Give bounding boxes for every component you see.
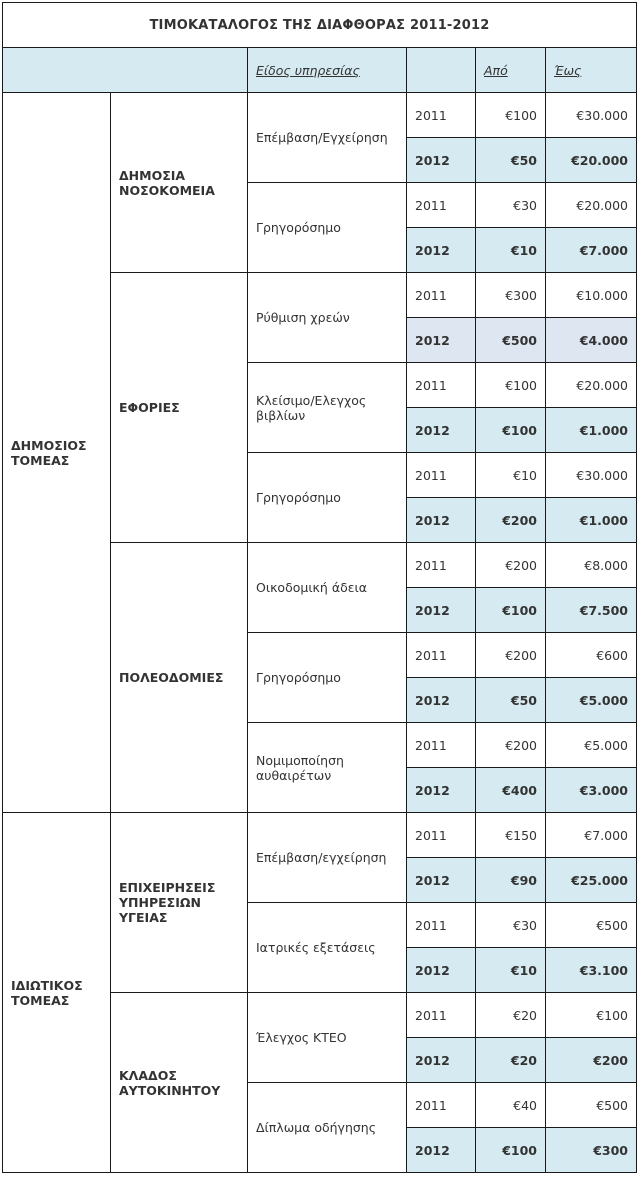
group-label: ΔΗΜΟΣΙΑ ΝΟΣΟΚΟΜΕΙΑ — [111, 93, 248, 273]
from-amount-cell: €10 — [476, 948, 546, 993]
service-label: Κλείσιμο/Ελεγχος βιβλίων — [248, 363, 407, 453]
service-label: Δίπλωμα οδήγησης — [248, 1083, 407, 1173]
from-amount-cell: €200 — [476, 723, 546, 768]
header-year-blank-cell — [407, 48, 476, 93]
year-cell: 2011 — [407, 633, 476, 678]
from-amount-cell: €20 — [476, 1038, 546, 1083]
to-amount-cell: €7.000 — [546, 813, 637, 858]
to-amount-cell: €8.000 — [546, 543, 637, 588]
service-label: Νομιμοποίηση αυθαιρέτων — [248, 723, 407, 813]
group-label: ΚΛΑΔΟΣ ΑΥΤΟΚΙΝΗΤΟΥ — [111, 993, 248, 1173]
to-amount-cell: €5.000 — [546, 678, 637, 723]
service-label: Γρηγορόσημο — [248, 633, 407, 723]
from-amount-cell: €200 — [476, 498, 546, 543]
to-amount-cell: €100 — [546, 993, 637, 1038]
to-amount-cell: €500 — [546, 903, 637, 948]
year-cell: 2011 — [407, 363, 476, 408]
table-row — [3, 813, 637, 858]
year-cell: 2011 — [407, 903, 476, 948]
to-amount-cell: €20.000 — [546, 363, 637, 408]
to-amount-cell: €500 — [546, 1083, 637, 1128]
to-amount-cell: €7.000 — [546, 228, 637, 273]
year-cell: 2011 — [407, 273, 476, 318]
from-amount-cell: €200 — [476, 543, 546, 588]
to-amount-cell: €25.000 — [546, 858, 637, 903]
year-cell: 2011 — [407, 723, 476, 768]
service-label: Έλεγχος ΚΤΕΟ — [248, 993, 407, 1083]
sector-label: ΙΔΙΩΤΙΚΟΣ ΤΟΜΕΑΣ — [3, 813, 111, 1173]
year-cell: 2011 — [407, 183, 476, 228]
group-label: ΠΟΛΕΟΔΟΜΙΕΣ — [111, 543, 248, 813]
to-amount-cell: €3.000 — [546, 768, 637, 813]
from-amount-cell: €100 — [476, 1128, 546, 1173]
to-amount-cell: €20.000 — [546, 138, 637, 183]
header-service-cell — [248, 48, 407, 93]
to-amount-cell: €300 — [546, 1128, 637, 1173]
from-amount-cell: €10 — [476, 228, 546, 273]
group-label: ΕΦΟΡΙΕΣ — [111, 273, 248, 543]
to-amount-cell: €30.000 — [546, 453, 637, 498]
year-cell: 2012 — [407, 678, 476, 723]
year-cell: 2012 — [407, 588, 476, 633]
to-amount-cell: €30.000 — [546, 93, 637, 138]
from-amount-cell: €100 — [476, 408, 546, 453]
from-amount-cell: €400 — [476, 768, 546, 813]
to-amount-cell: €5.000 — [546, 723, 637, 768]
from-amount-cell: €10 — [476, 453, 546, 498]
year-cell: 2012 — [407, 1038, 476, 1083]
year-cell: 2012 — [407, 498, 476, 543]
header-blank-cell — [3, 48, 248, 93]
year-cell: 2011 — [407, 813, 476, 858]
year-cell: 2011 — [407, 993, 476, 1038]
service-label: Επέμβαση/Εγχείρηση — [248, 93, 407, 183]
to-amount-cell: €10.000 — [546, 273, 637, 318]
service-label: Ρύθμιση χρεών — [248, 273, 407, 363]
service-type-header-link[interactable]: Είδος υπηρεσίας — [256, 62, 360, 78]
service-label: Επέμβαση/εγχείρηση — [248, 813, 407, 903]
to-amount-cell: €1.000 — [546, 498, 637, 543]
table-row — [3, 93, 637, 138]
from-amount-cell: €100 — [476, 588, 546, 633]
from-amount-cell: €100 — [476, 93, 546, 138]
from-amount-cell: €40 — [476, 1083, 546, 1128]
year-cell: 2012 — [407, 1128, 476, 1173]
year-cell: 2012 — [407, 858, 476, 903]
from-amount-cell: €100 — [476, 363, 546, 408]
to-amount-cell: €600 — [546, 633, 637, 678]
year-cell: 2011 — [407, 93, 476, 138]
year-cell: 2012 — [407, 138, 476, 183]
to-amount-cell: €200 — [546, 1038, 637, 1083]
to-amount-cell: €7.500 — [546, 588, 637, 633]
from-amount-cell: €300 — [476, 273, 546, 318]
from-header-link[interactable]: Από — [484, 62, 508, 78]
service-label: Οικοδομική άδεια — [248, 543, 407, 633]
price-table — [2, 2, 637, 1173]
year-cell: 2012 — [407, 228, 476, 273]
year-cell: 2011 — [407, 1083, 476, 1128]
year-cell: 2012 — [407, 948, 476, 993]
from-amount-cell: €90 — [476, 858, 546, 903]
to-amount-cell: €20.000 — [546, 183, 637, 228]
group-label: ΕΠΙΧΕΙΡΗΣΕΙΣ ΥΠΗΡΕΣΙΩΝ ΥΓΕΙΑΣ — [111, 813, 248, 993]
service-label: Γρηγορόσημο — [248, 183, 407, 273]
to-amount-cell: €4.000 — [546, 318, 637, 363]
year-cell: 2012 — [407, 318, 476, 363]
from-amount-cell: €50 — [476, 138, 546, 183]
sector-label: ΔΗΜΟΣΙΟΣ ΤΟΜΕΑΣ — [3, 93, 111, 813]
from-amount-cell: €50 — [476, 678, 546, 723]
year-cell: 2012 — [407, 768, 476, 813]
from-amount-cell: €30 — [476, 903, 546, 948]
service-label: Γρηγορόσημο — [248, 453, 407, 543]
header-row — [3, 48, 637, 93]
year-cell: 2011 — [407, 543, 476, 588]
to-header-link[interactable]: Έως — [554, 62, 582, 78]
from-amount-cell: €30 — [476, 183, 546, 228]
to-amount-cell: €1.000 — [546, 408, 637, 453]
from-amount-cell: €20 — [476, 993, 546, 1038]
from-amount-cell: €500 — [476, 318, 546, 363]
header-from-cell — [476, 48, 546, 93]
to-amount-cell: €3.100 — [546, 948, 637, 993]
year-cell: 2012 — [407, 408, 476, 453]
service-label: Ιατρικές εξετάσεις — [248, 903, 407, 993]
header-to-cell — [546, 48, 637, 93]
from-amount-cell: €200 — [476, 633, 546, 678]
from-amount-cell: €150 — [476, 813, 546, 858]
table-title: ΤΙΜΟΚΑΤΑΛΟΓΟΣ ΤΗΣ ΔΙΑΦΘΟΡΑΣ 2011-2012 — [3, 3, 637, 48]
year-cell: 2011 — [407, 453, 476, 498]
